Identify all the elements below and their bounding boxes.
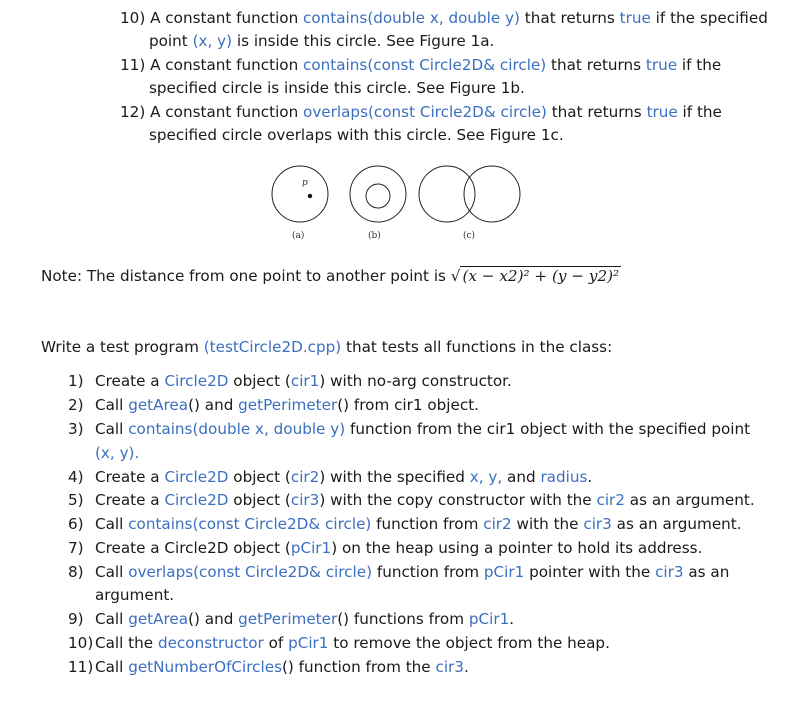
text-run: to remove the object from the heap. bbox=[328, 634, 610, 652]
highlighted-text: Circle2D bbox=[164, 372, 229, 390]
highlighted-text: cir2 bbox=[290, 468, 320, 486]
text-run: A constant function bbox=[150, 9, 304, 27]
text-run: if the bbox=[677, 103, 722, 121]
item-line bbox=[150, 56, 721, 74]
step-number: 4) bbox=[68, 468, 84, 486]
step-number: 6) bbox=[68, 515, 84, 533]
step-number: 9) bbox=[68, 610, 84, 628]
text-run: that tests all functions in the class: bbox=[341, 338, 613, 356]
caption-c: (c) bbox=[463, 231, 476, 241]
text-run: that returns bbox=[519, 9, 620, 27]
item-number: 10) bbox=[120, 9, 146, 27]
item-line bbox=[150, 9, 768, 27]
highlighted-text: pCir1 bbox=[290, 539, 332, 557]
text-run: as an argument. bbox=[624, 491, 755, 509]
step-number: 7) bbox=[68, 539, 84, 557]
step-text bbox=[95, 372, 512, 390]
step-number: 1) bbox=[68, 372, 84, 390]
text-run: function from bbox=[371, 515, 484, 533]
step-text bbox=[95, 658, 469, 676]
highlighted-text: contains(const Circle2D& circle) bbox=[128, 515, 372, 533]
step-number: 11) bbox=[68, 658, 94, 676]
highlighted-text: (x, y). bbox=[95, 444, 140, 462]
highlighted-text: true bbox=[646, 103, 678, 121]
highlighted-text: pCir1 bbox=[483, 563, 525, 581]
text-run: function from the cir1 object with the specified point bbox=[345, 420, 751, 438]
step-number: 5) bbox=[68, 491, 84, 509]
text-run: pointer with the bbox=[524, 563, 656, 581]
highlighted-text: radius bbox=[540, 468, 588, 486]
text-run: object ( bbox=[228, 491, 291, 509]
text-run: () functions from bbox=[337, 610, 469, 628]
step-number: 2) bbox=[68, 396, 84, 414]
highlighted-text: true bbox=[645, 56, 678, 74]
text-run: A constant function bbox=[150, 56, 304, 74]
highlighted-text: pCir1 bbox=[468, 610, 510, 628]
text-run: ) with the specified bbox=[319, 468, 470, 486]
text-run: () and bbox=[188, 396, 239, 414]
highlighted-text: Circle2D bbox=[164, 491, 229, 509]
text-run: Write a test program bbox=[41, 338, 204, 356]
step-text bbox=[95, 515, 742, 533]
text-run: specified circle is inside this circle. See Figure 1b. bbox=[149, 79, 525, 97]
text-run: if the bbox=[677, 56, 722, 74]
highlighted-text: (x, y) bbox=[192, 32, 233, 50]
text-run: Create a Circle2D object ( bbox=[95, 539, 291, 557]
text-run: object ( bbox=[228, 372, 291, 390]
caption-b: (b) bbox=[368, 231, 381, 241]
text-run: ) with the copy constructor with the bbox=[319, 491, 597, 509]
text-run: () and bbox=[188, 610, 239, 628]
circle-a bbox=[272, 166, 328, 222]
text-run: Call bbox=[95, 563, 129, 581]
highlighted-text: cir3 bbox=[655, 563, 684, 581]
text-run: Call bbox=[95, 420, 129, 438]
text-run: that returns bbox=[546, 103, 647, 121]
text-run: . bbox=[463, 658, 469, 676]
text-run: ) with no-arg constructor. bbox=[319, 372, 512, 390]
text-run: function from bbox=[372, 563, 484, 581]
text-run: object ( bbox=[228, 468, 291, 486]
item-line bbox=[150, 103, 722, 121]
step-text bbox=[95, 563, 729, 581]
text-run: as an argument. bbox=[611, 515, 742, 533]
item-line bbox=[149, 32, 494, 50]
highlighted-text: contains(double x, double y) bbox=[303, 9, 520, 27]
highlighted-text: getPerimeter bbox=[238, 610, 338, 628]
text-run: specified circle overlaps with this circle. See Figure 1c. bbox=[149, 126, 564, 144]
item-number: 12) bbox=[120, 103, 146, 121]
highlighted-text: cir3 bbox=[583, 515, 612, 533]
text-run: Call bbox=[95, 610, 129, 628]
item-line bbox=[149, 126, 564, 144]
circle-b-inner bbox=[366, 184, 390, 208]
text-run: . bbox=[587, 468, 593, 486]
step-text bbox=[95, 610, 514, 628]
highlighted-text: x, y, bbox=[469, 468, 503, 486]
text-run: of bbox=[263, 634, 289, 652]
step-text bbox=[95, 491, 755, 509]
figure-1 bbox=[0, 160, 796, 250]
text-run: Call bbox=[95, 515, 129, 533]
step-text bbox=[95, 539, 702, 557]
highlighted-text: overlaps(const Circle2D& circle) bbox=[303, 103, 547, 121]
highlighted-text: overlaps(const Circle2D& circle) bbox=[128, 563, 373, 581]
step-number: 8) bbox=[68, 563, 84, 581]
circle-c-left bbox=[419, 166, 475, 222]
caption-a: (a) bbox=[292, 231, 305, 241]
highlighted-text: cir2 bbox=[483, 515, 512, 533]
highlighted-text: getPerimeter bbox=[238, 396, 338, 414]
highlighted-text: cir3 bbox=[290, 491, 320, 509]
point-p bbox=[308, 194, 312, 198]
step-text bbox=[95, 634, 610, 652]
point-label: p bbox=[302, 178, 308, 188]
text-run: Create a bbox=[95, 372, 165, 390]
text-run: argument. bbox=[95, 586, 175, 604]
text-run: Call the bbox=[95, 634, 158, 652]
text-run: point bbox=[149, 32, 193, 50]
text-run: and bbox=[502, 468, 541, 486]
step-text bbox=[95, 420, 750, 438]
highlighted-text: cir2 bbox=[596, 491, 625, 509]
intro-text bbox=[41, 338, 612, 356]
highlighted-text: Circle2D bbox=[164, 468, 229, 486]
highlighted-text: deconstructor bbox=[157, 634, 264, 652]
text-run: ) on the heap using a pointer to hold its address. bbox=[331, 539, 703, 557]
sqrt-formula bbox=[451, 266, 621, 286]
text-run: with the bbox=[511, 515, 584, 533]
step-number: 3) bbox=[68, 420, 84, 438]
text-run: Create a bbox=[95, 468, 165, 486]
distance-note bbox=[41, 266, 621, 286]
highlighted-text: true bbox=[619, 9, 651, 27]
formula-radicand: (x − x2)² + (y − y2)² bbox=[462, 267, 620, 285]
text-run: A constant function bbox=[150, 103, 304, 121]
highlighted-text: cir1 bbox=[290, 372, 320, 390]
highlighted-text: getArea bbox=[128, 610, 189, 628]
highlighted-text: getNumberOfCircles bbox=[128, 658, 282, 676]
item-line bbox=[149, 79, 525, 97]
text-run: . bbox=[509, 610, 515, 628]
highlighted-text: (testCircle2D.cpp) bbox=[203, 338, 342, 356]
step-text bbox=[95, 396, 479, 414]
step-number: 10) bbox=[68, 634, 94, 652]
circle-b-outer bbox=[350, 166, 406, 222]
step-text-cont bbox=[95, 444, 139, 462]
text-run: () from cir1 object. bbox=[337, 396, 480, 414]
text-run: is inside this circle. See Figure 1a. bbox=[232, 32, 495, 50]
highlighted-text: cir3 bbox=[435, 658, 464, 676]
step-text bbox=[95, 468, 592, 486]
item-number: 11) bbox=[120, 56, 146, 74]
highlighted-text: contains(const Circle2D& circle) bbox=[303, 56, 547, 74]
note-text: Note: The distance from one point to another point is bbox=[41, 267, 451, 285]
text-run: Call bbox=[95, 396, 129, 414]
text-run: () function from the bbox=[282, 658, 436, 676]
highlighted-text: getArea bbox=[128, 396, 189, 414]
text-run: if the specified bbox=[650, 9, 768, 27]
text-run: as an bbox=[683, 563, 730, 581]
text-run: Create a bbox=[95, 491, 165, 509]
text-run: Call bbox=[95, 658, 129, 676]
radical-sign: √ bbox=[450, 267, 461, 285]
circle-c-right bbox=[464, 166, 520, 222]
text-run: that returns bbox=[546, 56, 646, 74]
highlighted-text: contains(double x, double y) bbox=[128, 420, 346, 438]
step-text-cont bbox=[95, 586, 174, 604]
highlighted-text: pCir1 bbox=[288, 634, 329, 652]
